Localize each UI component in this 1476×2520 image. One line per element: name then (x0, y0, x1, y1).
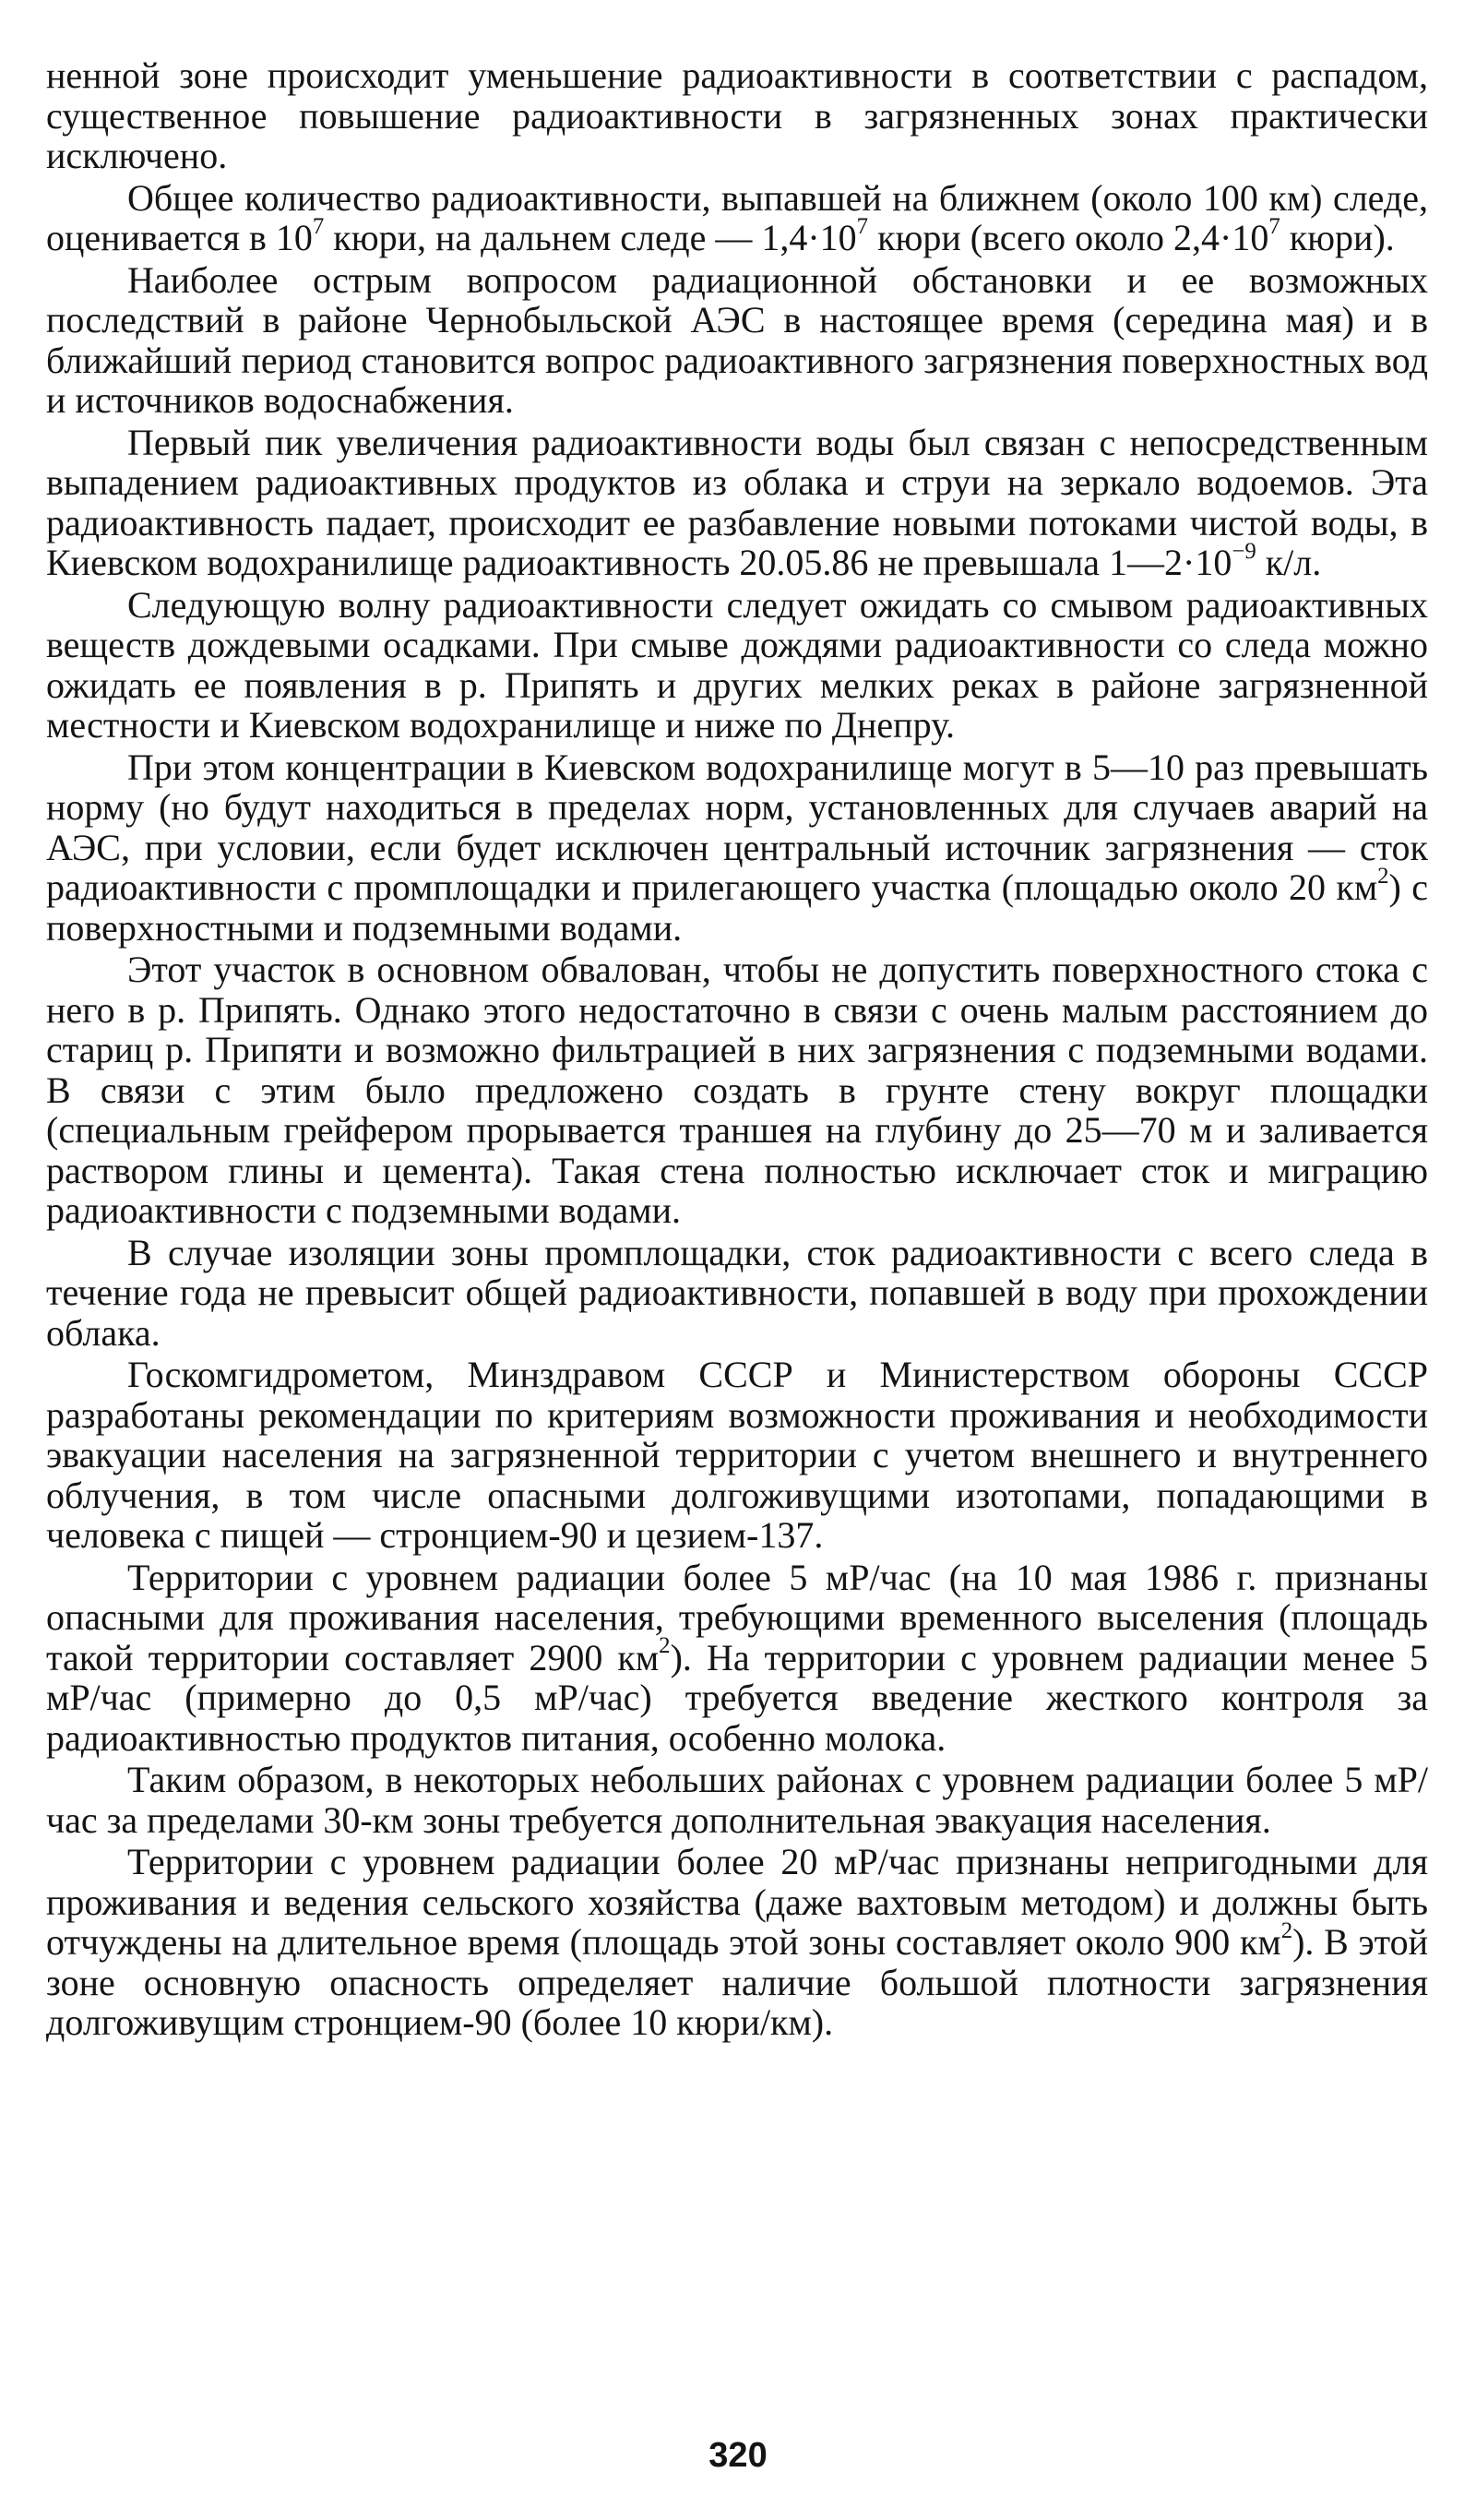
superscript-exponent: 2 (1280, 1917, 1293, 1943)
paragraph (46, 260, 1428, 421)
text-segment: Наиболее острым вопросом радиационной обстановки и ее возможных последствий в районе Чернобыльской АЭС в настоящее время (середина мая) и в ближайший период становится вопрос радиоактивного загрязнения поверхностных вод и источников водоснабжения. (46, 258, 1428, 421)
superscript-exponent: −9 (1232, 538, 1256, 564)
page-number: 320 (708, 2436, 768, 2475)
paragraph (46, 1558, 1428, 1759)
text-segment: кюри). (1280, 217, 1395, 258)
superscript-exponent: 2 (659, 1633, 671, 1659)
text-segment: ). На территории с уровнем радиации менее 5 мР/час (примерно до 0,5 мР/час) требуется введение жесткого контроля за радиоактивностью продуктов питания, особенно молока. (46, 1636, 1428, 1759)
superscript-exponent: 2 (1377, 863, 1389, 889)
text-segment: Этот участок в основном обвалован, чтобы не допустить поверхностного стока с него в р. Припять. Однако этого недостаточно в связи с очень малым расстоянием до стариц р. Припяти и возможно фильтрацией в них загрязнения с подземными водами. В связи с этим было предложено создать в грунте стену вокруг площадки (специальным грейфером прорывается траншея на глубину до 25—70 м и заливается раствором глины и цемента). Такая стена полностью исключает сток и миграцию радиоактивности с подземными водами. (46, 949, 1428, 1231)
paragraph (46, 1355, 1428, 1556)
paragraph (46, 1760, 1428, 1840)
text-segment: Госкомгидрометом, Минздравом СССР и Министерством обороны СССР разработаны рекомендации по критериям возможности проживания и необходимости эвакуации населения на загрязненной территории с учетом внешнего и внутреннего облучения, в том числе опасными долгоживущими изотопами, попадающими в человека с пищей — стронцием-90 и цезием-137. (46, 1354, 1428, 1556)
text-segment: Территории с уровнем радиации более 20 мР/час признаны непригодными для проживания и ведения сельского хозяйства (даже вахтовым методом) и должны быть отчуждены на длительное время (площадь этой зоны составляет около 900 км (46, 1841, 1428, 1963)
text-segment: При этом концентрации в Киевском водохранилище могут в 5—10 раз превышать норму (но будут находиться в пределах норм, установленных для случаев аварий на АЭС, при условии, если будет исключен центральный источник загрязнения — сток радиоактивности с промплощадки и прилегающего участка (площадью около 20 км (46, 746, 1428, 908)
document-page (46, 55, 1428, 2043)
paragraph (46, 178, 1428, 258)
paragraph (46, 1842, 1428, 2043)
text-segment: ) с поверхностными и подземными водами. (46, 866, 1428, 949)
text-segment: Общее количество радиоактивности, выпавшей на ближнем (около 100 км) следе, оценивается в 10 (46, 176, 1428, 258)
text-segment: В случае изоляции зоны промплощадки, сток радиоактивности с всего следа в течение года не превысит общей радиоактивности, попавшей в воду при прохождении облака. (46, 1231, 1428, 1354)
text-segment: ). В этой зоне основную опасность определяет наличие большой плотности загрязнения долгоживущим стронцием-90 (более 10 кюри/км). (46, 1921, 1429, 2043)
text-segment: Первый пик увеличения радиоактивности воды был связан с непосредственным выпадением радиоактивных продуктов из облака и струи на зеркало водоемов. Эта радиоактивность падает, происходит ее разбавление новыми потоками чистой воды, в Киевском водохранилище радиоактивность 20.05.86 не превышала 1—2·10 (46, 421, 1428, 583)
superscript-exponent: 7 (312, 213, 325, 239)
superscript-exponent: 7 (1268, 213, 1280, 239)
text-segment: Территории с уровнем радиации более 5 мР/час (на 10 мая 1986 г. признаны опасными для проживания населения, требующими временного выселения (площадь такой территории составляет 2900 км (46, 1556, 1428, 1678)
superscript-exponent: 7 (856, 213, 869, 239)
text-segment: Следующую волну радиоактивности следует ожидать со смывом радиоактивных веществ дождевыми осадками. При смыве дождями радиоактивности со следа можно ожидать ее появления в р. Припять и других мелких реках в районе загрязненной местности и Киевском водохранилище и ниже по Днепру. (46, 583, 1428, 746)
paragraph (46, 55, 1428, 176)
paragraph (46, 585, 1428, 746)
text-segment: к/л. (1256, 542, 1322, 583)
text-segment: кюри, на дальнем следе — 1,4·10 (324, 217, 857, 258)
text-segment: кюри (всего около 2,4·10 (868, 217, 1269, 258)
paragraph (46, 747, 1428, 949)
paragraph (46, 423, 1428, 583)
paragraph (46, 1233, 1428, 1354)
text-segment: ненной зоне происходит уменьшение радиоактивности в соответствии с распадом, существенное повышение радиоактивности в загрязненных зонах практически исключено. (46, 54, 1428, 176)
text-segment: Таким образом, в некоторых небольших районах с уровнем радиации более 5 мР/час за пределами 30-км зоны требуется дополнительная эвакуация населения. (46, 1759, 1428, 1841)
paragraph (46, 949, 1428, 1231)
